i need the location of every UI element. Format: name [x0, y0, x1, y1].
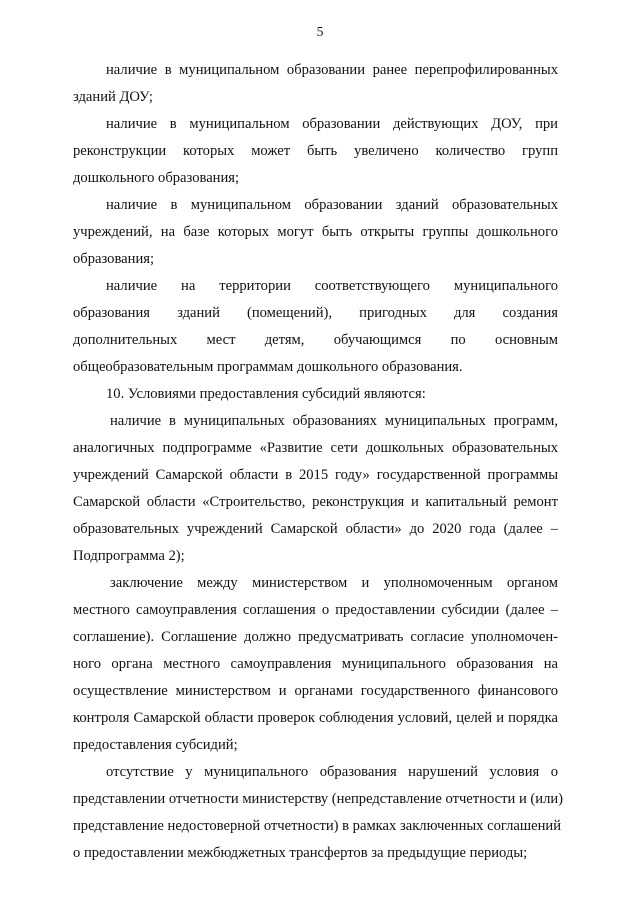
section-heading: 10. Условиями предоставления субсидий являются:	[106, 386, 426, 402]
text-line: отсутствие у муниципального образования нарушений условия о	[106, 764, 558, 780]
text-line: учреждений, на базе которых могут быть открыты группы дошкольного	[73, 224, 558, 240]
text-line: наличие в муниципальном образовании ранее перепрофилированных	[106, 62, 558, 78]
text-line: осуществление министерством и органами государственного финансового	[73, 683, 558, 699]
text-line: реконструкции которых может быть увеличено количество групп	[73, 143, 558, 159]
text-line: контроля Самарской области проверок соблюдения условий, целей и порядка	[73, 710, 558, 726]
text-line: о предоставлении межбюджетных трансфертов за предыдущие периоды;	[73, 845, 528, 861]
text-line: представление недостоверной отчетности) в рамках заключенных соглашений	[73, 818, 562, 834]
text-line: предоставления субсидий;	[73, 737, 238, 753]
text-line: наличие в муниципальных образованиях муниципальных программ,	[110, 413, 558, 429]
page-number: 5	[316, 24, 324, 39]
text-line: зданий ДОУ;	[73, 89, 153, 105]
text-line: учреждений Самарской области в 2015 году» государственной программы	[73, 467, 558, 483]
text-line: образовательных учреждений Самарской области» до 2020 года (далее –	[73, 521, 558, 537]
text-line: ного органа местного самоуправления муниципального образования на	[73, 656, 558, 672]
text-line: заключение между министерством и уполномоченным органом	[110, 575, 558, 591]
text-line: образования;	[73, 251, 155, 267]
text-line: дополнительных мест детям, обучающимся по основным	[73, 332, 558, 348]
text-line: Подпрограмма 2);	[73, 548, 185, 564]
text-line: соглашение). Соглашение должно предусматривать согласие уполномочен-	[73, 629, 558, 645]
text-line: наличие на территории соответствующего муниципального	[106, 278, 558, 294]
text-line: местного самоуправления соглашения о предоставлении субсидии (далее –	[73, 602, 558, 618]
text-line: общеобразовательным программам дошкольного образования.	[73, 359, 463, 375]
text-line: наличие в муниципальном образовании действующих ДОУ, при	[106, 116, 558, 132]
text-line: образования зданий (помещений), пригодных для создания	[73, 305, 558, 321]
text-line: представлении отчетности министерству (непредставление отчетности и (или)	[73, 791, 564, 807]
text-line: аналогичных подпрограмме «Развитие сети дошкольных образовательных	[73, 440, 558, 456]
text-line: наличие в муниципальном образовании зданий образовательных	[106, 197, 558, 213]
text-line: дошкольного образования;	[73, 170, 240, 186]
text-line: Самарской области «Строительство, реконструкция и капитальный ремонт	[73, 494, 558, 510]
